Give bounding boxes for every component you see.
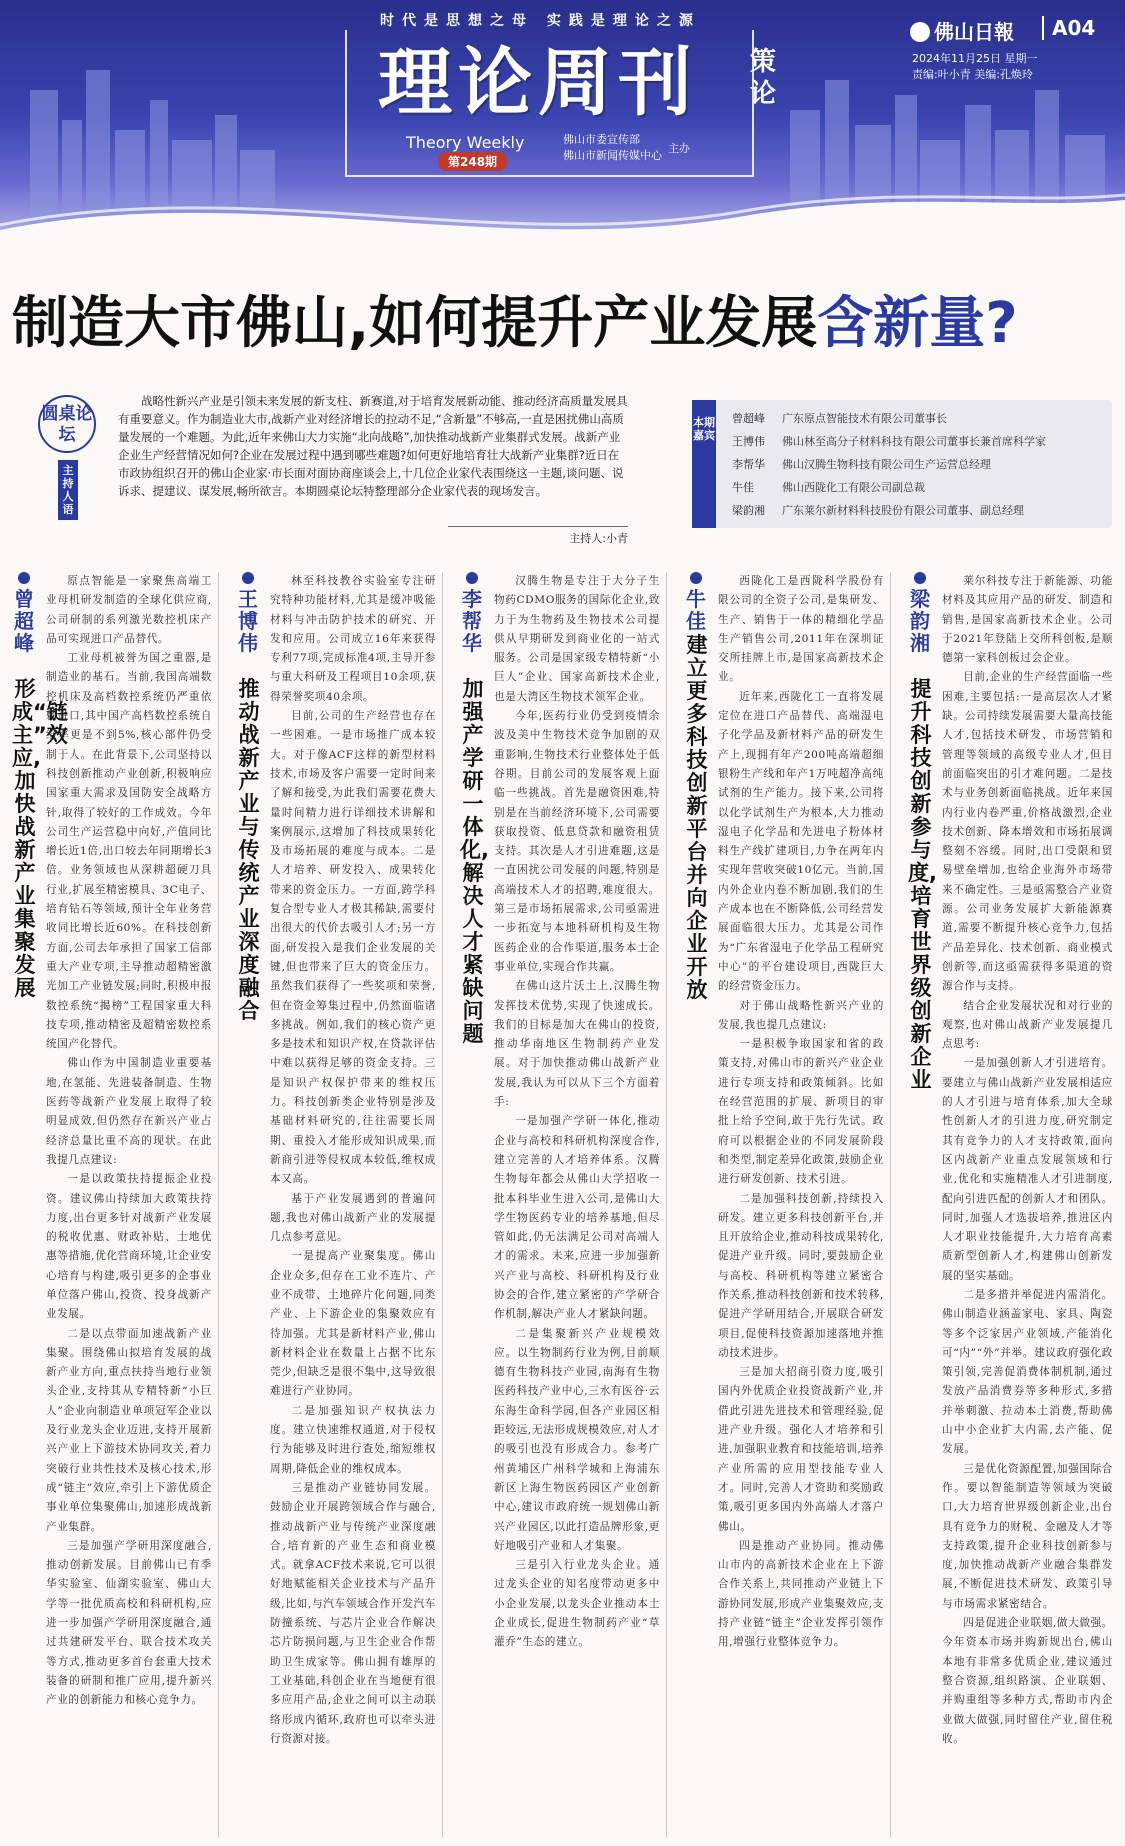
column-divider bbox=[666, 572, 667, 1837]
guest-list-tag: 本期嘉宾 bbox=[692, 400, 716, 528]
speaker-name: 王博伟 bbox=[236, 572, 260, 654]
column-title: 提升科技创新参与度,培育世界级创新企业 bbox=[908, 677, 937, 1092]
column-label: 策论 bbox=[749, 47, 776, 109]
column-niu bbox=[684, 572, 884, 1837]
newspaper-brand: 佛山日報 bbox=[910, 16, 1014, 45]
roundtable-intro: 战略性新兴产业是引领未来发展的新支柱、新赛道,对于培育发展新动能、推动经济高质量发展具有重要意义。作为制造业大市,战新产业对经济增长的拉动不足,“含新量”不够高,一直是困扰佛山高质量发展的一个难题。为此,近年来佛山大力实施“北向战略”,加快推动战新产业集群式发展。战新产业企业生产经营情况如何?企业在发展过程中遇到哪些难题?如何更好地培育壮大战新产业集群?近日在市政协组织召开的佛山企业家·市长面对面协商座谈会上,十几位企业家代表围绕这一主题,谈问题、说诉求、提建议、谋发展,畅所欲言。本期圆桌论坛特整理部分企业家代表的现场发言。 bbox=[118, 394, 628, 498]
slogan: 时代是思想之母 实践是理论之源 bbox=[380, 13, 701, 29]
guest-row: 李帮华 佛山汉腾生物科技有限公司生产运营总经理 bbox=[732, 458, 991, 471]
guest-row: 梁韵湘 广东莱尔新材料科技股份有限公司董事、副总经理 bbox=[732, 504, 1024, 517]
organizer-2: 佛山市新闻传媒中心 bbox=[563, 149, 662, 162]
roundtable-badge: 圆桌论坛 bbox=[38, 395, 96, 453]
speaker-name: 李帮华 bbox=[460, 572, 484, 654]
guest-list bbox=[692, 400, 1112, 528]
column-li bbox=[460, 572, 660, 1837]
roundtable-host: 主持人:小青 bbox=[448, 526, 628, 546]
bullet-icon bbox=[914, 572, 926, 584]
column-wang bbox=[236, 572, 436, 1837]
bullet-icon bbox=[242, 572, 254, 584]
column-body: 汉腾生物是专注于大分子生物药CDMO服务的国际化企业,致力于为生物药及生物技术公司提供从早期研发到商业化的一站式服务。公司是国家级专精特新“小巨人”企业、国家高新技术企业,也是大湾区生物技术领军企业。 今年,医药行业仍受到疫情余波及美中生物技术竞争加剧的双重影响,生物技术行业整体处于低谷期。目前公司的发展客观上面临一些挑战。首先是融资困难,特别是在当前经济环境下,公司需要获取投资、低息贷款和融资租赁支持。其次是人才引进难题,这是一直困扰公司发展的问题,特别是高端技术人才的招聘,难度很大。第三是市场拓展需求,公司亟需进一步拓宽与本地科研机构及生物医药企业的合作渠道,服务本土企事业单位,实现合作共赢。 在佛山这片沃土上,汉腾生物发挥技术优势,实现了快速成长。我们的目标是加大在佛山的投资,推动华南地区生物制药产业发展。对于加快推动佛山战新产业发展,我认为可以从下三个方面着手: 一是加强产学研一体化,推动企业与高校和科研机构深度合作,建立完善的人才培养体系。汉腾生物每年都会从佛山大学招收一批本科毕业生进入公司,是佛山大学生物医药专业的培养基地,但尽管如此,仍无法满足公司对高端人才的需求。未来,应进一步加强新兴产业与高校、科研机构及行业协会的合作,建立紧密的产学研合作机制,解决产业人才紧缺问题。 二是集聚新兴产业规模效应。以生物制药行业为例,目前顺德有生物科技产业园,南海有生物医药科技产业中心,三水有医谷·云东海生命科学园,但各产业园区相距较远,无法形成规模效应,对人才的吸引也没有形成合力。参考广州黄埔区广州科学城和上海浦东新区上海生物医药园区产业创新中心,建议市政府统一规划佛山新兴产业园区,以此打造品牌形象,更好地吸引产业和人才集聚。 三是引入行业龙头企业。通过龙头企业的知名度带动更多中小企业发展,以龙头企业推动本土企业成长,促进生物制药产业“草灌乔”生态的建立。 bbox=[494, 575, 660, 1649]
brand-logo-icon bbox=[910, 22, 930, 42]
organizers bbox=[563, 132, 662, 164]
page-number: A04 bbox=[1042, 16, 1095, 40]
column-divider bbox=[442, 572, 443, 1837]
host-note-tag: 主持人语 bbox=[58, 460, 78, 520]
column-divider bbox=[218, 572, 219, 1837]
column-body: 林至科技教谷实验室专注研究特种功能材料,尤其是缓冲吸能材料与冲击防护技术的研究、开发和应用。公司成立16年来获得专利77项,完成标准4项,主导开参与重大科研及工程项目10余项,获得荣誉奖项40余项。 目前,公司的生产经营也存在一些困难。一是市场推广成本较大。对于像ACF这样的新型材料技术,市场及客户需要一定时间来了解和接受,为此我们需要花费大量时间精力进行详细技术讲解和案例展示,这增加了科技成果转化及市场拓展的难度与成本。二是人才培养、研发投入、成果转化带来的资金压力。一方面,跨学科复合型专业人才极其稀缺,需要付出很大的代价去吸引人才;另一方面,研发投入是我们企业发展的关键,但也带来了巨大的资金压力。虽然我们获得了一些奖项和荣誉,但在资金筹集过程中,仍然面临诸多挑战。例如,我们的核心资产更多是技术和知识产权,在贷款评估中难以获得足够的资金支持。三是知识产权保护带来的维权压力。科技创新类企业特别是涉及基础材料研究的,往往需要长周期、重投入才能形成知识成果,而新商引进等侵权成本较低,维权成本又高。 基于产业发展遇到的普遍问题,我也对佛山战新产业的发展提几点参考意见。 一是提高产业聚集度。佛山企业众多,但存在工业不连片、产业不成带、土地碎片化问题,同类产业、上下游企业的集聚效应有待加强。尤其是新材料产业,佛山新材料企业在数量上占据不比东莞少,但缺乏是很不集中,这导致很难进行产业协同。 二是加强知识产权执法力度。建立快速维权通道,对于侵权行为能够及时进行查处,缩短维权周期,降低企业的维权成本。 三是推动产业链协同发展。鼓励企业开展跨领域合作与融合,推动战新产业与传统产业深度融合,培育新的产业生态和商业模式。就拿ACF技术来说,它可以很好地赋能相关企业技术与产品升级,比如,与汽车领域合作开发汽车防撞系统、与芯片企业合作解决芯片防损问题,与卫生企业合作帮助卫生成家等。佛山拥有雄厚的工业基础,科创企业在当地便有很多应用产品,企业之间可以主动联络形成内循环,政府也可以牵头进行资源对接。 bbox=[270, 575, 436, 1745]
bullet-icon bbox=[690, 572, 702, 584]
guest-row: 曾超峰 广东原点智能技术有限公司董事长 bbox=[732, 412, 947, 425]
guest-row: 王博伟 佛山林至高分子材料科技有限公司董事长兼首席科学家 bbox=[732, 435, 1046, 448]
column-body: 莱尔科技专注于新能源、功能材料及其应用产品的研发、制造和销售,是国家高新技术企业。公司于2021年登陆上交所科创板,是顺德第一家科创板过会企业。 目前,企业的生产经营面临一些困难,主要包括:一是高层次人才紧缺。公司持续发展需要大量高技能人才,包括技术研发、市场营销和管理等领域的高级专业人才,但目前面临突出的引才难问题。二是技术与业务创新面临挑战。近年来国内行业内卷严重,价格战激烈,企业技术创新、降本增效和市场拓展调整刻不容缓。同时,出口受限和贸易壁垒增加,也给企业海外市场带来不确定性。三是亟需整合产业资源。公司业务发展扩大新能源赛道,需要不断提升核心竞争力,包括产品差异化、技术创新、商业模式创新等,而这亟需获得多渠道的资源合作与支持。 结合企业发展状况和对行业的观察,也对佛山战新产业发展提几点思考: 一是加强创新人才引进培育。要建立与佛山战新产业发展相适应的人才引进与培育体系,加大全球性创新人才的引进力度,研究制定其有竞争力的人才支持政策,面向区内战新产业重点发展领域和行业,优化和实施精准人才引进制度,配向引进匹配的创新人才和团队。同时,加强人才选拔培养,推进区内人才职业技能提升,大力培育高素质新型创新人才,构建佛山创新发展的坚实基础。 二是多措并举促进内需消化。佛山制造业涵盖家电、家具、陶瓷等多个泛家居产业领域,产能消化可“内”“外”并举。建议政府强化政策引领,完善促消费体制机制,通过发放产品消费券等多种形式,多措并举刺激、拉动本土消费,帮助佛山中小企业扩大内需,去产能、促发展。 三是优化资源配置,加强国际合作。要以智能制造等领域为突破口,大力培育世界级创新企业,出台具有竞争力的财税、金融及人才等支持政策,提升企业科技创新参与度,加快推动战新产业融合集群发展,不断促进技术研发、政策引导与市场需求紧密结合。 四是促进企业联姻,做大做强。今年资本市场并购新规出台,佛山本地有非常多优质企业,建议通过整合资源,组织路演、企业联姻、并购重组等多种方式,帮助市内企业做大做强,同时留住产业,留住税收。 bbox=[942, 575, 1113, 1745]
masthead-banner bbox=[0, 0, 1125, 262]
column-body: 西陇化工是西陇科学股份有限公司的全资子公司,是集研发、生产、销售于一体的精细化学品生产销售公司,2011年在深圳证交所挂牌上市,是国家高新技术企业。 近年来,西陇化工一直将发展定位在进口产品替代、高端湿电子化学品及新材料产品的研发生产上,现拥有年产200吨高端超细银粉生产线和年产1万吨超净高纯试剂的生产能力。接下来,公司将以化学试剂生产为根本,大力推动湿电子化学品和先进电子粉体材料生产线扩建项目,力争在两年内实现年营收突破10亿元。当前,国内外企业内卷不断加剧,我们的生产成本也在不断降低,公司经营发展面临很大压力。尤其是公司作为“广东省湿电子化学品工程研究中心”的平台建设项目,西陇巨大的经营资金压力。 对于佛山战略性新兴产业的发展,我也提几点建议: 一是积极争取国家和省的政策支持,对佛山市的新兴产业企业进行专项支持和政策倾斜。比如在经营范围的扩展、新项目的审批上给予空间,敢于先行先试。政府可以根据企业的不同发展阶段和类型,制定差异化政策,鼓励企业进行研发创新、技术引进。 二是加强科技创新,持续投入研发。建立更多科技创新平台,并且开放给企业,推动科技成果转化,促进产业升级。同时,要鼓励企业与高校、科研机构等建立紧密合作关系,推动科技创新和技术转移,促进产学研用结合,开展联合研发项目,促使科技资源加速落地并推动技术进步。 三是加大招商引资力度,吸引国内外优质企业投资战新产业,并借此引进先进技术和管理经验,促进产业升级。强化人才培养和引进,加强职业教育和技能培训,培养产业所需的应用型技能专业人才。同时,完善人才资助和奖励政策,吸引更多国内外高端人才落户佛山。 四是推动产业协同。推动佛山市内的高新技术企业在上下游合作关系上,共同推动产业链上下游协同发展,形成产业集聚效应,支持产业链“链主”企业发挥引领作用,增强行业整体竞争力。 bbox=[718, 575, 884, 1649]
host-label: 主办 bbox=[668, 142, 690, 155]
speaker-name: 牛佳 bbox=[684, 572, 708, 632]
column-title: 建立更多科技创新平台并向企业开放 bbox=[686, 633, 708, 1002]
speaker-name: 曾超峰 bbox=[12, 572, 36, 654]
column-zeng bbox=[12, 572, 212, 1837]
publish-date: 2024年11月25日 星期一 bbox=[912, 52, 1038, 65]
speaker-name: 梁韵湘 bbox=[908, 572, 932, 654]
headline-accent: 含新量? bbox=[817, 291, 1018, 356]
issue-badge: 第248期 bbox=[438, 152, 507, 171]
column-body: 原点智能是一家聚焦高端工业母机研发制造的全球化供应商,公司研制的系列激光数控机床产品可实现进口产品替代。 工业母机被誉为国之重器,是制造业的基石。当前,我国高端数控机床及高档数控系统仍严重依赖进口,其中国产高档数控系统自给率更是不到5%,核心部件仍受制于人。在此背景下,公司坚持以科技创新推动产业创新,积极响应国家重大需求及国防安全战略方针,取得了较好的工作成效。今年公司生产运营稳中向好,产值同比增长近1倍,出口较去年同期增长3倍。业务领域也从深耕超硬刀具行业,扩展至精密模具、3C电子、培育钻石等领域,预计全年业务营收同比增长近60%。在科技创新方面,公司去年承担了国家工信部重大产业专项,主导推动超精密激光加工产业链发展;同时,积极申报数控系统“揭榜”工程国家重大科技专项,推动精密及超精密数控系统国产化替代。 佛山作为中国制造业重要基地,在氢能、先进装备制造、生物医药等战新产业发展上取得了较明显成效,但仍然存在新兴产业占经济总量比重不高的现状。在此我提几点建议: 一是以政策扶持提振企业投资。建议佛山持续加大政策扶持力度,出台更多针对战新产业发展的税收优惠、财政补贴、土地优惠等措施,优化营商环境,让企业安心培育与构建,吸引更多的企事业单位落户佛山,投资、投身战新产业发展。 二是以点带面加速战新产业集聚。围绕佛山拟培育发展的战新产业方向,重点扶持当地行业领头企业,支持其从专精特新“小巨人”企业向制造业单项冠军企业以及行业龙头企业迈进,支持开展新兴产业上下游技术协同攻关,着力突破行业共性技术及核心技术,形成“链主”效应,牵引上下游优质企事业单位集聚佛山,加速形成战新产业集群。 三是加强产学研用深度融合,推动创新发展。目前佛山已有季华实验室、仙湖实验室、佛山大学等一批优质高校和科研机构,应进一步加强产学研用深度融合,通过共建研发平台、联合技术攻关等方式,推动更多首台套重大技术装备的研制和推广应用,提升新兴产业的创新能力和核心竞争力。 bbox=[46, 575, 212, 1707]
page-title: 理论周刊 bbox=[378, 40, 698, 126]
editors: 责编:叶小青 美编:孔焕玲 bbox=[912, 68, 1033, 81]
column-title: 推动战新产业与传统产业深度融合 bbox=[238, 677, 260, 1023]
title-english: Theory Weekly bbox=[406, 133, 525, 152]
organizer-1: 佛山市委宣传部 bbox=[563, 133, 640, 146]
column-title: 加强产学研一体化,解决人才紧缺问题 bbox=[460, 677, 489, 1046]
bullet-icon bbox=[18, 572, 30, 584]
column-liang bbox=[908, 572, 1113, 1837]
guest-row: 牛佳 佛山西陇化工有限公司副总裁 bbox=[732, 481, 925, 494]
headline: 制造大市佛山,如何提升产业发展含新量? bbox=[12, 291, 1018, 356]
column-divider bbox=[890, 572, 891, 1837]
bullet-icon bbox=[466, 572, 478, 584]
column-title: 形成“链主”效应,加快战新产业集聚发展 bbox=[12, 677, 68, 1000]
header-wave-graphic bbox=[0, 170, 1125, 262]
